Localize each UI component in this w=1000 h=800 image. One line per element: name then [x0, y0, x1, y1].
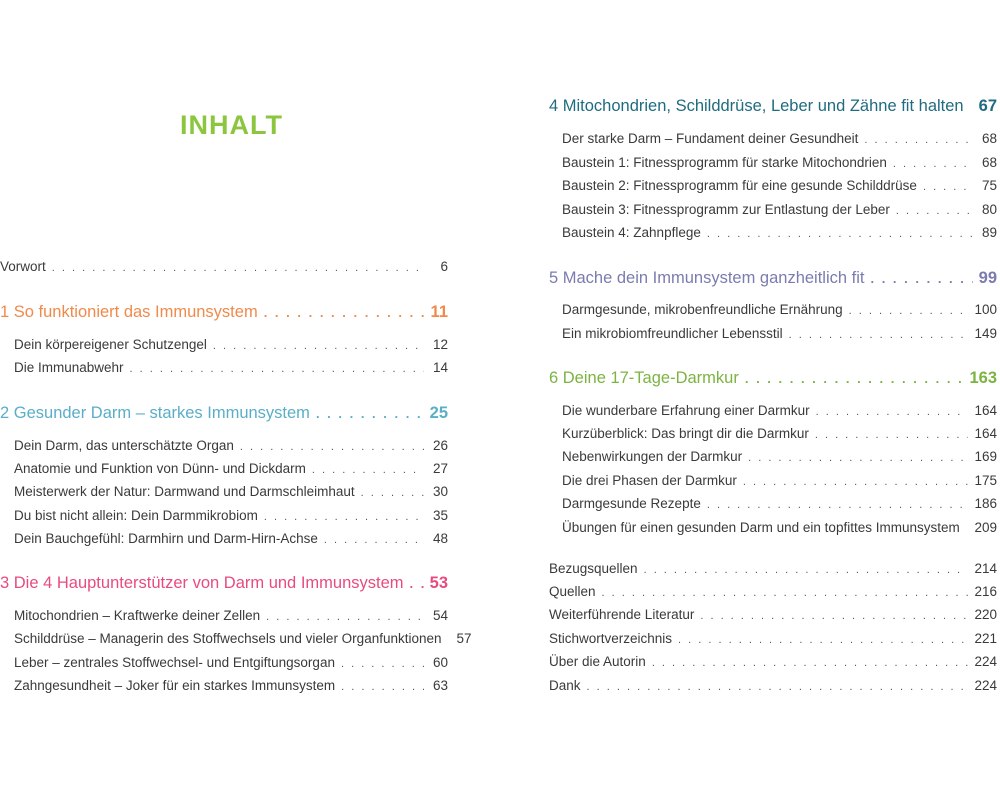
- entry-title: Meisterwerk der Natur: Darmwand und Darmschleimhaut: [14, 484, 355, 499]
- chapter-title: 5 Mache dein Immunsystem ganzheitlich fit: [549, 269, 865, 287]
- entry-title: Über die Autorin: [549, 654, 646, 669]
- chapter-page: 25: [429, 404, 448, 422]
- entry-page: 216: [974, 584, 997, 599]
- toc-entry[interactable]: [14, 678, 448, 693]
- toc-entry[interactable]: [14, 438, 448, 453]
- toc-entry[interactable]: [14, 655, 448, 670]
- chapter-heading-5[interactable]: [549, 269, 997, 288]
- leader-dots: [678, 634, 968, 646]
- entry-title: Bezugsquellen: [549, 561, 638, 576]
- leader-dots: [240, 441, 424, 453]
- toc-entry[interactable]: [562, 496, 997, 511]
- chapter-page: 67: [978, 97, 997, 115]
- entry-title: Nebenwirkungen der Darmkur: [562, 449, 743, 464]
- leader-dots: [644, 564, 969, 576]
- entry-title: Der starke Darm – Fundament deiner Gesundheit: [562, 131, 859, 146]
- toc-entry-appendix[interactable]: [549, 584, 997, 599]
- entry-title: Übungen für einen gesunden Darm und ein topfittes Immunsystem: [562, 520, 960, 535]
- entry-page: 175: [974, 473, 997, 488]
- leader-dots: [602, 587, 969, 599]
- toc-entry[interactable]: [14, 608, 448, 623]
- entry-page: 220: [974, 607, 997, 622]
- chapter-page: 53: [429, 574, 448, 592]
- toc-entry[interactable]: [562, 225, 997, 240]
- entry-page: 27: [432, 461, 448, 476]
- entry-page: 68: [981, 131, 997, 146]
- chapter-title: 1 So funktioniert das Immunsystem: [0, 303, 258, 321]
- toc-entry[interactable]: [562, 426, 997, 441]
- toc-entry[interactable]: [14, 360, 448, 375]
- chapter-page: 11: [430, 303, 448, 321]
- entry-title: Weiterführende Literatur: [549, 607, 695, 622]
- leader-dots: [700, 610, 968, 622]
- toc-entry[interactable]: [562, 178, 997, 193]
- entry-page: 30: [432, 484, 448, 499]
- entry-title: Zahngesundheit – Joker für ein starkes Immunsystem: [14, 678, 336, 693]
- entry-page: 75: [981, 178, 997, 193]
- entry-title: Du bist nicht allein: Dein Darmmikrobiom: [14, 508, 258, 523]
- entry-title: Schilddrüse – Managerin des Stoffwechsels und vieler Organfunktionen: [14, 631, 442, 646]
- entry-page: 89: [981, 225, 997, 240]
- entry-page: 224: [974, 678, 997, 693]
- leader-dots: [789, 329, 969, 341]
- toc-entry-appendix[interactable]: [549, 678, 997, 693]
- entry-page: 60: [432, 655, 448, 670]
- chapter-heading-4[interactable]: [549, 97, 997, 116]
- toc-entry[interactable]: [14, 531, 448, 546]
- entry-page: 224: [974, 654, 997, 669]
- leader-dots: [707, 499, 969, 511]
- entry-page: 186: [974, 496, 997, 511]
- leader-dots: [707, 228, 973, 240]
- entry-title: Mitochondrien – Kraftwerke deiner Zellen: [14, 608, 261, 623]
- entry-page: 6: [440, 259, 448, 274]
- leader-dots: [923, 181, 973, 193]
- chapter-title: 6 Deine 17-Tage-Darmkur: [549, 369, 739, 387]
- leader-dots: [324, 534, 424, 546]
- leader-dots: [361, 487, 424, 499]
- entry-page: 100: [974, 302, 997, 317]
- chapter-heading-3[interactable]: [0, 574, 448, 593]
- chapter-heading-2[interactable]: [0, 404, 448, 423]
- chapter-page: 163: [969, 369, 997, 387]
- toc-entry[interactable]: [562, 326, 997, 341]
- toc-entry[interactable]: [562, 155, 997, 170]
- toc-entry-appendix[interactable]: [549, 631, 997, 646]
- entry-title: Quellen: [549, 584, 596, 599]
- entry-title: Die Immunabwehr: [14, 360, 124, 375]
- leader-dots: [893, 158, 973, 170]
- toc-entry-appendix[interactable]: [549, 561, 997, 576]
- entry-title: Vorwort: [0, 259, 46, 274]
- toc-entry[interactable]: [562, 202, 997, 217]
- leader-dots: [815, 429, 969, 441]
- entry-page: 221: [974, 631, 997, 646]
- leader-dots: [213, 340, 424, 352]
- leader-dots: [748, 452, 968, 464]
- leader-dots: [896, 205, 973, 217]
- leader-dots: [410, 576, 424, 591]
- toc-entry[interactable]: [14, 337, 448, 352]
- toc-entry[interactable]: [562, 403, 997, 418]
- entry-title: Dein Darm, das unterschätzte Organ: [14, 438, 234, 453]
- entry-page: 35: [432, 508, 448, 523]
- entry-title: Anatomie und Funktion von Dünn- und Dickdarm: [14, 461, 306, 476]
- entry-title: Baustein 4: Zahnpflege: [562, 225, 701, 240]
- toc-entry[interactable]: [14, 461, 448, 476]
- chapter-title: 3 Die 4 Hauptunterstützer von Darm und Immunsystem: [0, 574, 404, 592]
- chapter-heading-6[interactable]: [549, 369, 997, 388]
- entry-page: 26: [432, 438, 448, 453]
- leader-dots: [130, 363, 424, 375]
- toc-heading: INHALT: [180, 110, 283, 140]
- chapter-page: 99: [978, 269, 997, 287]
- entry-page: 164: [974, 426, 997, 441]
- toc-entry-preface[interactable]: [0, 259, 448, 274]
- toc-entry[interactable]: [14, 484, 448, 499]
- entry-title: Die wunderbare Erfahrung einer Darmkur: [562, 403, 810, 418]
- leader-dots: [864, 134, 973, 146]
- leader-dots: [264, 511, 424, 523]
- leader-dots: [745, 371, 964, 386]
- entry-page: 164: [974, 403, 997, 418]
- toc-entry[interactable]: [562, 449, 997, 464]
- toc-entry-appendix[interactable]: [549, 607, 997, 622]
- leader-dots: [816, 406, 969, 418]
- entry-title: Leber – zentrales Stoffwechsel- und Entgiftungsorgan: [14, 655, 335, 670]
- leader-dots: [587, 681, 969, 693]
- toc-entry[interactable]: [14, 631, 472, 646]
- entry-page: 54: [432, 608, 448, 623]
- toc-entry[interactable]: [562, 473, 997, 488]
- entry-page: 63: [432, 678, 448, 693]
- entry-page: 57: [456, 631, 472, 646]
- entry-title: Darmgesunde Rezepte: [562, 496, 701, 511]
- entry-title: Darmgesunde, mikrobenfreundliche Ernährung: [562, 302, 843, 317]
- leader-dots: [312, 464, 424, 476]
- entry-title: Baustein 1: Fitnessprogramm für starke Mitochondrien: [562, 155, 887, 170]
- toc-entry[interactable]: [562, 520, 997, 535]
- entry-title: Baustein 2: Fitnessprogramm für eine gesunde Schilddrüse: [562, 178, 917, 193]
- chapter-title: 2 Gesunder Darm – starkes Immunsystem: [0, 404, 310, 422]
- toc-entry[interactable]: [14, 508, 448, 523]
- chapter-heading-1[interactable]: [0, 303, 448, 322]
- entry-page: 14: [432, 360, 448, 375]
- leader-dots: [316, 406, 424, 421]
- leader-dots: [341, 658, 424, 670]
- leader-dots: [266, 611, 424, 623]
- chapter-title: 4 Mitochondrien, Schilddrüse, Leber und Zähne fit halten: [549, 97, 964, 115]
- entry-title: Stichwortverzeichnis: [549, 631, 673, 646]
- leader-dots: [743, 476, 969, 488]
- entry-title: Kurzüberblick: Das bringt dir die Darmkur: [562, 426, 809, 441]
- entry-page: 169: [974, 449, 997, 464]
- entry-title: Dein körpereigener Schutzengel: [14, 337, 207, 352]
- entry-title: Ein mikrobiomfreundlicher Lebensstil: [562, 326, 783, 341]
- entry-page: 68: [981, 155, 997, 170]
- leader-dots: [341, 681, 424, 693]
- entry-page: 80: [981, 202, 997, 217]
- leader-dots: [264, 305, 424, 320]
- toc-entry[interactable]: [562, 131, 997, 146]
- leader-dots: [870, 271, 972, 286]
- entry-page: 209: [974, 520, 997, 535]
- entry-page: 48: [432, 531, 448, 546]
- entry-page: 149: [974, 326, 997, 341]
- entry-page: 214: [974, 561, 997, 576]
- entry-title: Dank: [549, 678, 581, 693]
- toc-entry[interactable]: [562, 302, 997, 317]
- entry-page: 12: [432, 337, 448, 352]
- leader-dots: [849, 305, 969, 317]
- entry-title: Baustein 3: Fitnessprogramm zur Entlastung der Leber: [562, 202, 890, 217]
- toc-entry-appendix[interactable]: [549, 654, 997, 669]
- leader-dots: [652, 657, 969, 669]
- entry-title: Dein Bauchgefühl: Darmhirn und Darm-Hirn-Achse: [14, 531, 318, 546]
- leader-dots: [52, 262, 424, 274]
- entry-title: Die drei Phasen der Darmkur: [562, 473, 737, 488]
